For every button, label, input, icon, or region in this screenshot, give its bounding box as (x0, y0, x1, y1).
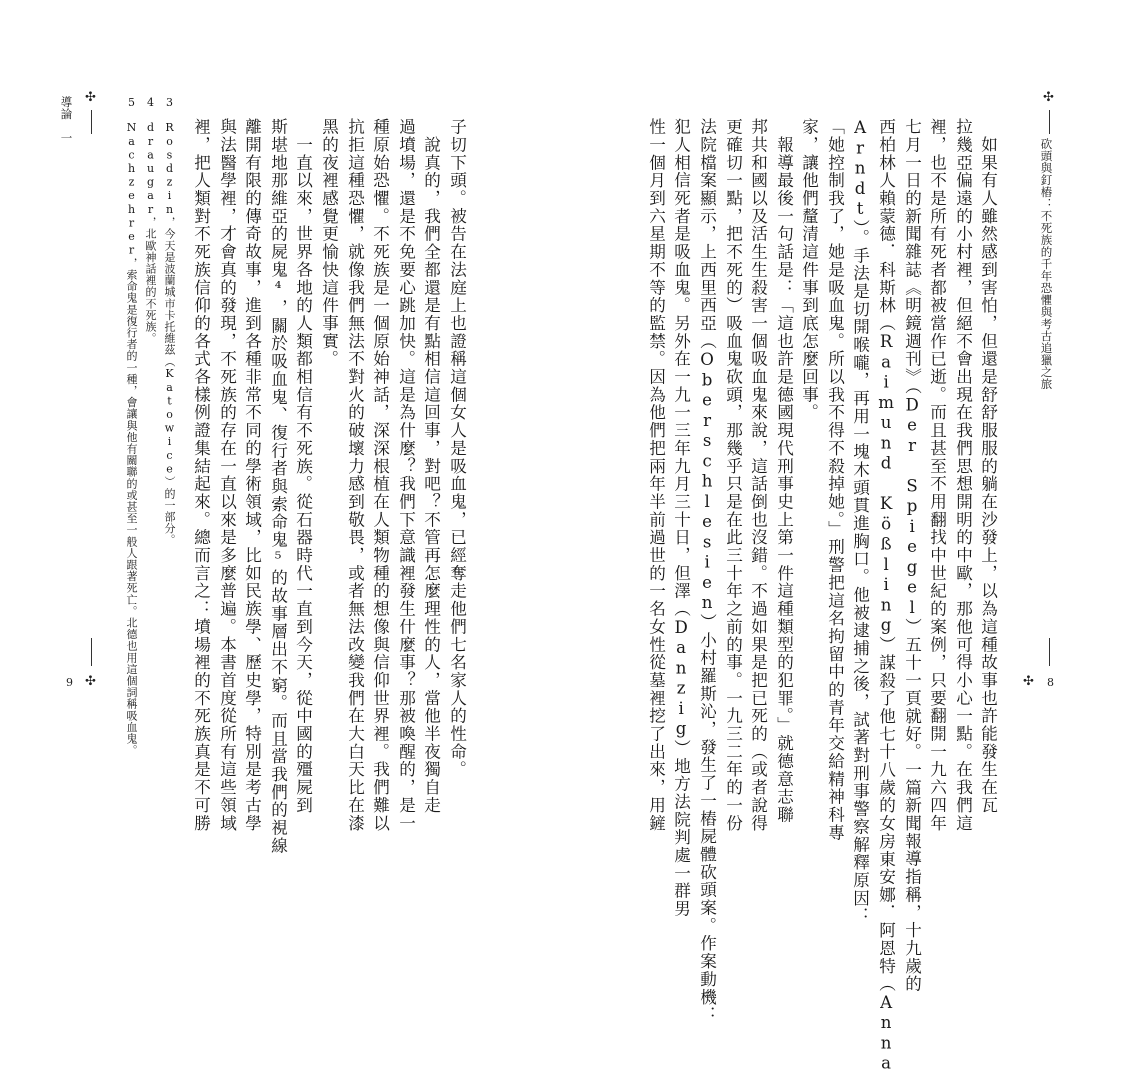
right-text-column: 更確切一點，把不死的）吸血鬼砍頭，那幾乎只是在此三十年之前的事。一九三二年的一份 (723, 118, 743, 832)
right-text-column: 性一個月到六星期不等的監禁。因為他們把兩年半前過世的一名女性從墓裡挖了出來，用鏟 (646, 118, 666, 832)
right-text-column: 報導最後一句話是：「這也許是德國現代刑事史上第一件這種類型的犯罪。」就德意志聯 (774, 118, 794, 824)
right-text-column: 犯人相信死者是吸血鬼。另外在一九一三年九月三十日，但澤（Danzig）地方法院判處一群男 (671, 118, 691, 918)
left-bottom-ornament: ✣ (85, 674, 96, 689)
left-text-column: 斯堪地那維亞的屍鬼⁴，關於吸血鬼、復行者與索命鬼⁵的故事層出不窮。而且當我們的視線 (268, 118, 288, 855)
right-text-column: 西柏林人賴蒙德．科斯林（Raimund Kößling）謀殺了他七十八歲的女房東安娜．阿恩特（Anna (876, 118, 896, 1074)
left-text-column: 抗拒這種恐懼，就像我們無法不對火的破壞力感到敬畏，或者無法改變我們在大白天比在漆 (345, 118, 365, 832)
right-top-rule (1049, 110, 1050, 134)
right-text-column: 裡，也不是所有死者都被當作已逝。而且甚至不用翻找中世紀的案例，只要翻開一九六四年 (927, 118, 947, 832)
right-text-column: 法院檔案顯示，上西里西亞（Oberschlesien）小村羅斯沁，發生了一樁屍體砍頭案。作案動機： (697, 118, 717, 1024)
left-bottom-rule (91, 638, 92, 666)
right-bottom-ornament: ✣ (1023, 674, 1034, 689)
left-top-rule (91, 110, 92, 134)
right-text-column: 家，讓他們釐清這件事到底怎麼回事。 (799, 118, 819, 422)
left-text-column: 子切下頭。被告在法庭上也證稱這個女人是吸血鬼，已經奪走他們七名家人的性命。 (447, 118, 467, 779)
left-running-header: 導論 一 (59, 96, 74, 144)
right-text-column: Arndt）。手法是切開喉嚨，再用一塊木頭貫進胸口。他被逮捕之後，試著對刑事警察解釋原因： (850, 118, 870, 925)
left-top-ornament: ✣ (85, 90, 96, 105)
left-text-column: 一直以來，世界各地的人類都相信有不死族。從石器時代一直到今天，從中國的殭屍到 (293, 118, 313, 815)
left-text-column: 說真的，我們全都還是有點相信這回事，對吧？不管再怎麼理性的人，當他半夜獨自走 (421, 118, 441, 815)
right-text-column: 七月一日的新聞雜誌《明鏡週刊》（Der Spiegel）五十一頁就好。一篇新聞報導指稱，十九歲的 (902, 118, 922, 993)
right-text-column: 拉幾亞偏遠的小村裡，但絕不會出現在我們思想開明的中歐，那他可得小心一點。在我們這 (953, 118, 973, 832)
left-page-number: 9 (66, 676, 73, 689)
left-text-column: 離開有限的傳奇故事，進到各種非常不同的學術領域，比如民族學、歷史學，特別是考古學 (242, 118, 262, 832)
footnote: 3 Rosdzin，今天是波蘭城市卡托維茲（Katowice）的一部分。 (163, 96, 176, 546)
right-page-number: 8 (1047, 676, 1054, 689)
right-text-column: 邦共和國以及活生生殺害一個吸血鬼來說，這話倒也沒錯。不過如果是把已死的（或者說得 (748, 118, 768, 832)
right-running-header: 砍頭與釘樁：不死族的千年恐懼與考古追獵之旅 (1039, 138, 1054, 390)
footnote: 4 draugar，北歐神話裡的不死族。 (144, 96, 157, 344)
right-bottom-rule (1049, 638, 1050, 666)
right-top-ornament: ✣ (1043, 90, 1054, 105)
left-text-column: 黑的夜裡感覺更愉快這件事實。 (319, 118, 339, 368)
footnote: 5 Nachzehrer，索命鬼是復行者的一種，會讓與他有關聯的或甚至一般人跟著死亡。北德也用這個詞稱吸血鬼。 (125, 96, 138, 756)
right-text-column: 如果有人雖然感到害怕，但還是舒舒服服的躺在沙發上，以為這種故事也許能發生在瓦 (978, 118, 998, 815)
left-text-column: 與法醫學裡，才會真的發現，不死族的存在一直以來是多麼普遍。本書首度從所有這些領域 (217, 118, 237, 832)
left-text-column: 裡，把人類對不死族信仰的各式各樣例證集結起來。總而言之：墳場裡的不死族真是不可勝 (191, 118, 211, 832)
left-text-column: 過墳場，還是不免要心跳加快。這是為什麼？我們下意識裡發生什麼事？那被喚醒的，是一 (396, 118, 416, 832)
left-text-column: 種原始恐懼。不死族是一個原始神話，深深根植在人類物種的想像與信仰世界裡。我們難以 (370, 118, 390, 832)
right-text-column: 「她控制我了，她是吸血鬼。所以我不得不殺掉她。」刑警把這名拘留中的青年交給精神科專 (825, 118, 845, 842)
